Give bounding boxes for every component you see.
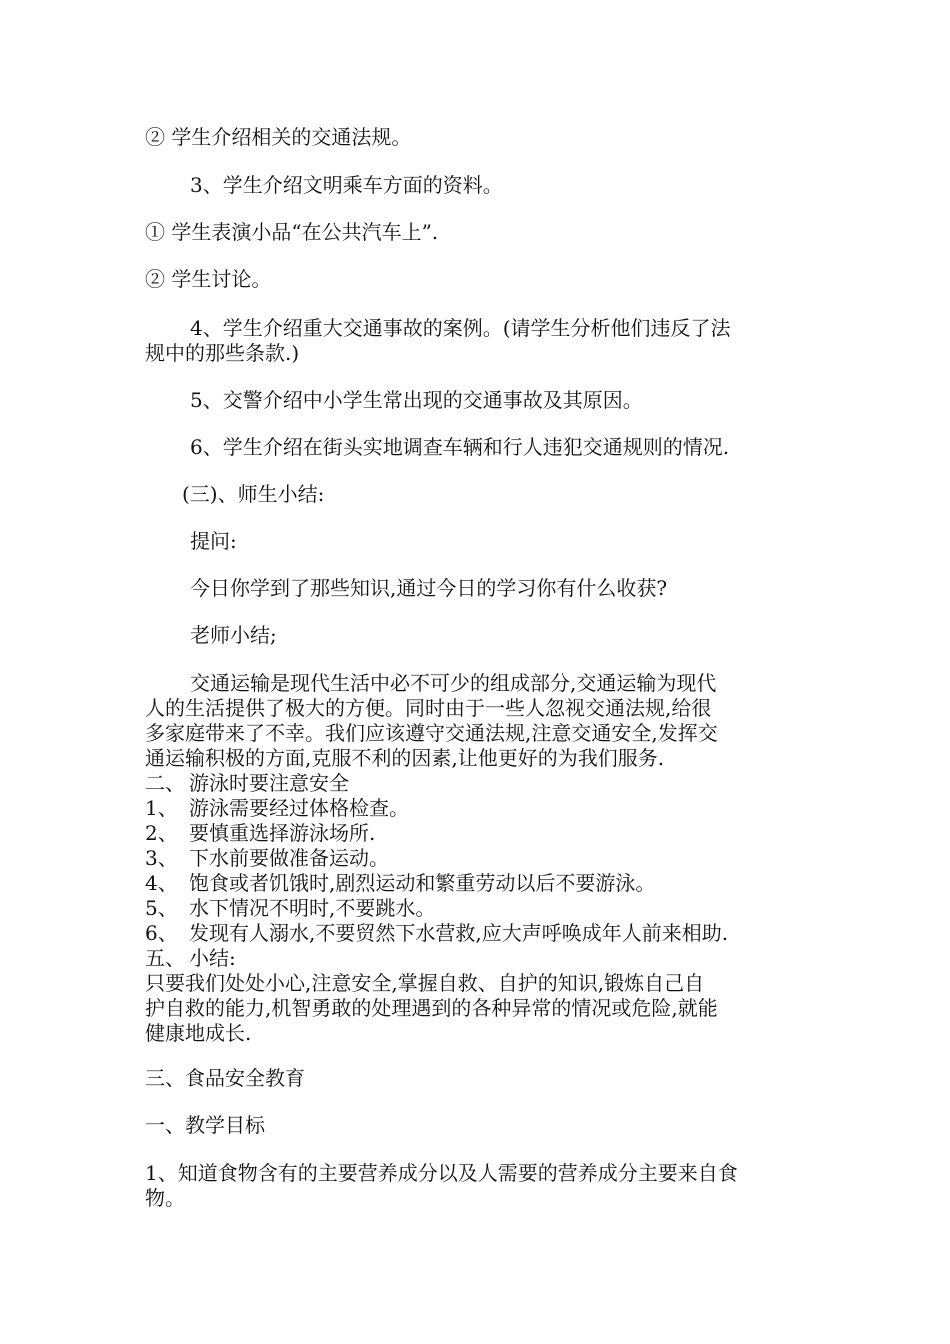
list-item: [145, 871, 825, 896]
text-line: 3、学生介绍文明乘车方面的资料。: [190, 173, 503, 197]
paragraph-line: 只要我们处处小心,注意安全,掌握自救、自护的知识,锻炼自己自: [145, 971, 705, 995]
paragraph-line: 护自救的能力,机智勇敢的处理遇到的各种异常的情况或危险,就能: [145, 996, 718, 1020]
list-item: [145, 896, 825, 921]
list-item-number: 1、: [145, 796, 178, 820]
list-item-number: 2、: [145, 821, 178, 845]
paragraph-line: 交通运输是现代生活中必不可少的组成部分,交通运输为现代: [190, 671, 717, 695]
list-item: [145, 846, 825, 871]
section-heading: (三)、师生小结:: [182, 482, 325, 506]
list-item: [145, 921, 825, 946]
list-item: [145, 821, 825, 846]
text-line: 5、交警介绍中小学生常出现的交通事故及其原因。: [190, 388, 643, 412]
list-item: [145, 796, 825, 821]
section-title: 三、食品安全教育: [145, 1066, 305, 1090]
section-heading: [145, 946, 825, 971]
list-item-text: 发现有人溺水,不要贸然下水营救,应大声呼唤成年人前来相助.: [189, 921, 729, 945]
text-line: 6、学生介绍在街头实地调查车辆和行人违犯交通规则的情况.: [190, 435, 730, 459]
list-item-number: 6、: [145, 921, 178, 945]
list-item-number: 4、: [145, 871, 178, 895]
heading-text: 小结:: [189, 946, 236, 970]
heading-number: 五、: [145, 946, 185, 970]
paragraph-line: 健康地成长.: [145, 1021, 252, 1045]
text-line: 今日你学到了那些知识,通过今日的学习你有什么收获?: [190, 576, 668, 600]
text-line: 老师小结;: [190, 623, 277, 647]
list-item-text: 游泳需要经过体格检查。: [189, 796, 409, 820]
text-line: 规中的那些条款.): [145, 341, 300, 365]
list-item-text: 下水前要做准备运动。: [189, 846, 389, 870]
text-line: 4、学生介绍重大交通事故的案例。(请学生分析他们违反了法: [190, 316, 731, 340]
heading-text: 游泳时要注意安全: [189, 771, 349, 795]
section-heading: [145, 771, 825, 796]
paragraph-line: 人的生活提供了极大的方便。同时由于一些人忽视交通法规,给很: [145, 696, 712, 720]
paragraph-line: 多家庭带来了不幸。我们应该遵守交通法规,注意交通安全,发挥交: [145, 721, 718, 745]
text-line: ② 学生介绍相关的交通法规。: [145, 125, 412, 149]
heading-number: 二、: [145, 771, 185, 795]
paragraph-line: 物。: [145, 1186, 185, 1210]
list-item-number: 3、: [145, 846, 178, 870]
text-line: ① 学生表演小品“在公共汽车上”.: [145, 220, 439, 244]
paragraph-line: 通运输积极的方面,克服不利的因素,让他更好的为我们服务.: [145, 746, 665, 770]
paragraph-line: 1、知道食物含有的主要营养成分以及人需要的营养成分主要来自食: [145, 1161, 738, 1185]
text-line: ② 学生讨论。: [145, 267, 272, 291]
section-heading: 一、教学目标: [145, 1113, 265, 1137]
list-item-number: 5、: [145, 896, 178, 920]
list-item-text: 要慎重选择游泳场所.: [189, 821, 376, 845]
list-item-text: 饱食或者饥饿时,剧烈运动和繁重劳动以后不要游泳。: [189, 871, 656, 895]
list-item-text: 水下情况不明时,不要跳水。: [189, 896, 436, 920]
text-line: 提问:: [190, 529, 237, 553]
